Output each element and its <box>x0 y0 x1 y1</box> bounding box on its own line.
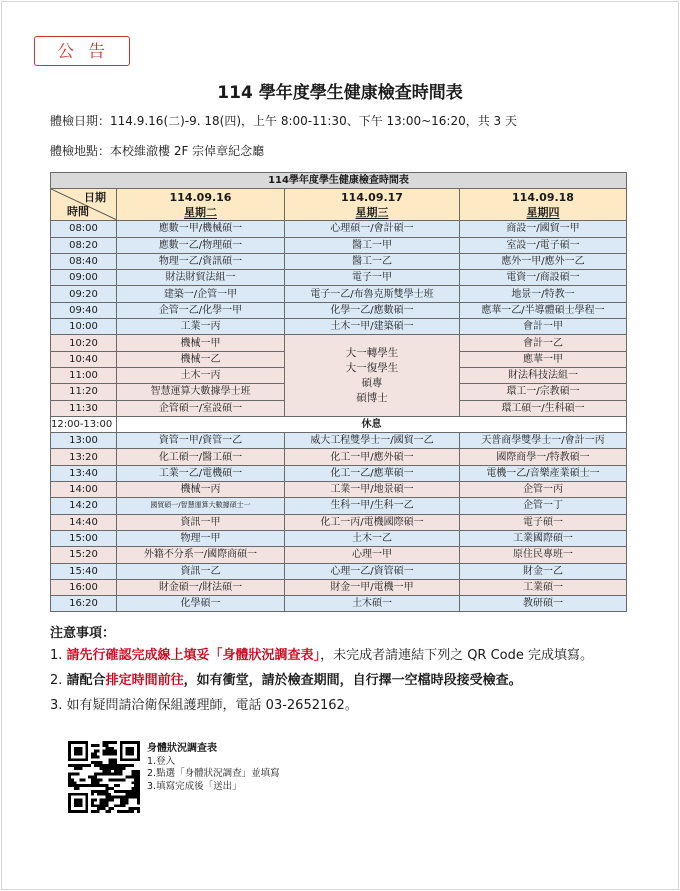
corner-date-label: 日期 <box>84 191 106 205</box>
slot-day2: 工業一甲/地景碩一 <box>285 482 460 498</box>
slot-day2: 醫工一乙 <box>285 253 460 269</box>
time-cell: 11:20 <box>51 384 117 400</box>
slot-day3: 環工碩一/生科碩一 <box>460 400 627 416</box>
slot-day3: 企管一丙 <box>460 482 627 498</box>
table-row <box>51 286 627 302</box>
table-row <box>51 221 627 237</box>
table-row <box>51 563 627 579</box>
day-header-2 <box>285 189 460 221</box>
slot-day3: 應華一甲 <box>460 351 627 367</box>
slot-day2: 電子一乙/布魯克斯雙學士班 <box>285 286 460 302</box>
slot-day2: 心理一甲 <box>285 547 460 563</box>
day-weekday: 星期二 <box>184 205 217 219</box>
time-cell: 11:30 <box>51 400 117 416</box>
merged-group-label: 大一復學生 <box>345 361 399 374</box>
table-row <box>51 579 627 595</box>
note-2 <box>50 670 640 692</box>
slot-day2: 威大工程雙學士一/國貿一乙 <box>285 433 460 449</box>
table-row <box>51 465 627 481</box>
page-title: 114 學年度學生健康檢查時間表 <box>217 83 463 103</box>
time-cell: 14:20 <box>51 498 117 514</box>
slot-day1: 化工碩一/醫工碩一 <box>117 449 285 465</box>
time-cell: 10:20 <box>51 335 117 351</box>
time-cell: 15:20 <box>51 547 117 563</box>
slot-day2: 化學一乙/應數碩一 <box>285 302 460 318</box>
time-cell: 08:20 <box>51 237 117 253</box>
table-row <box>51 237 627 253</box>
slot-day2: 生科一甲/生科一乙 <box>285 498 460 514</box>
note-highlight: 排定時間前往 <box>105 673 184 688</box>
announcement-stamp: 公告 <box>34 36 130 66</box>
slot-day1: 國貿碩一/智慧運算大數據碩士一 <box>117 498 285 514</box>
slot-day1: 應數一甲/機械碩一 <box>117 221 285 237</box>
table-row <box>51 498 627 514</box>
table-row <box>51 416 627 432</box>
note-highlight: 請先行確認完成線上填妥「身體狀況調查表」 <box>66 648 321 663</box>
slot-day2: 土木一乙 <box>285 530 460 546</box>
slot-day2: 電子一甲 <box>285 270 460 286</box>
slot-day3: 電資一/商設碩一 <box>460 270 627 286</box>
slot-day2: 化工一丙/電機國際碩一 <box>285 514 460 530</box>
merged-group-label: 碩博士 <box>356 391 388 404</box>
slot-day3: 地景一/特教一 <box>460 286 627 302</box>
slot-day3: 會計一甲 <box>460 319 627 335</box>
slot-day2: 土木一甲/建築碩一 <box>285 319 460 335</box>
qr-instructions <box>147 743 280 793</box>
table-row <box>51 335 627 351</box>
table-row <box>51 482 627 498</box>
table-row <box>51 514 627 530</box>
day-date: 114.09.16 <box>169 190 232 204</box>
note-text: ，未完成者請連結下列之 QR Code 完成填寫。 <box>320 648 594 663</box>
slot-day3: 環工一/宗教碩一 <box>460 384 627 400</box>
slot-day1: 機械一乙 <box>117 351 285 367</box>
slot-day3: 教研碩一 <box>460 596 627 612</box>
slot-day3: 天普商學雙學士一/會計一丙 <box>460 433 627 449</box>
slot-day1: 物理一甲 <box>117 530 285 546</box>
note-number: 2. <box>50 673 63 688</box>
slot-day1: 企管一乙/化學一甲 <box>117 302 285 318</box>
slot-day1: 機械一丙 <box>117 482 285 498</box>
table-row <box>51 319 627 335</box>
table-row <box>51 596 627 612</box>
break-label: 休息 <box>117 416 627 432</box>
corner-cell <box>51 189 117 221</box>
slot-day1: 機械一甲 <box>117 335 285 351</box>
day-date: 114.09.18 <box>512 190 574 204</box>
table-row <box>51 253 627 269</box>
slot-day3: 財法科技法組一 <box>460 367 627 383</box>
slot-day2: 化工一甲/應外碩一 <box>285 449 460 465</box>
note-number: 1. <box>50 648 63 663</box>
qr-code[interactable] <box>68 741 140 813</box>
slot-day1: 工業一丙 <box>117 319 285 335</box>
merged-slot-day2 <box>285 335 460 416</box>
time-cell: 08:00 <box>51 221 117 237</box>
slot-day3: 電子碩一 <box>460 514 627 530</box>
slot-day1: 應數一乙/物理碩一 <box>117 237 285 253</box>
table-row <box>51 449 627 465</box>
qr-heading: 身體狀況調查表 <box>147 743 217 754</box>
corner-time-label: 時間 <box>67 205 89 219</box>
slot-day3: 室設一/電子碩一 <box>460 237 627 253</box>
day-weekday: 星期四 <box>526 205 560 219</box>
slot-day2: 化工一乙/應華碩一 <box>285 465 460 481</box>
table-row <box>51 547 627 563</box>
note-text: ，如有衝堂，請於檢查期間，自行擇一空檔時段接受檢查。 <box>183 673 522 688</box>
exam-place: 體檢地點：本校維澈樓 2F 宗倬章紀念廳 <box>50 144 265 158</box>
slot-day3: 工業碩一 <box>460 579 627 595</box>
qr-step-1: 1.登入 <box>147 755 176 767</box>
slot-day1: 工業一乙/電機碩一 <box>117 465 285 481</box>
slot-day2: 土木碩一 <box>285 596 460 612</box>
slot-day1: 財金碩一/財法碩一 <box>117 579 285 595</box>
table-caption: 114學年度學生健康檢查時間表 <box>51 173 627 189</box>
noon-time-cell: 12:00-13:00 <box>51 416 117 432</box>
slot-day3: 國際商學一/特教碩一 <box>460 449 627 465</box>
time-cell: 10:40 <box>51 351 117 367</box>
note-text: 請配合 <box>66 673 106 688</box>
notes-heading: 注意事項： <box>50 626 116 641</box>
schedule-table <box>50 172 627 612</box>
time-cell: 16:00 <box>51 579 117 595</box>
qr-step-2: 2.點選「身體狀況調查」並填寫 <box>147 768 280 779</box>
slot-day3: 企管一丁 <box>460 498 627 514</box>
slot-day3: 會計一乙 <box>460 335 627 351</box>
table-row <box>51 302 627 318</box>
slot-day2: 醫工一甲 <box>285 237 460 253</box>
time-cell: 15:40 <box>51 563 117 579</box>
time-cell: 10:00 <box>51 319 117 335</box>
note-3: 3. 如有疑問請洽衛保組護理師，電話 03-2652162。 <box>50 698 358 713</box>
exam-date: 體檢日期：114.9.16(二)-9. 18(四)，上午 8:00-11:30、下午 13:00~16:20，共 3 天 <box>50 114 517 128</box>
table-row <box>51 530 627 546</box>
time-cell: 14:40 <box>51 514 117 530</box>
slot-day1: 外籍不分系一/國際商碩一 <box>117 547 285 563</box>
notes-section <box>50 622 640 720</box>
time-cell: 13:00 <box>51 433 117 449</box>
day-header-3 <box>460 189 627 221</box>
table-row <box>51 433 627 449</box>
day-weekday: 星期三 <box>355 205 389 219</box>
time-cell: 14:00 <box>51 482 117 498</box>
day-date: 114.09.17 <box>341 190 403 204</box>
slot-day3: 應華一乙/半導體碩士學程一 <box>460 302 627 318</box>
table-row <box>51 270 627 286</box>
slot-day1: 物理一乙/資訊碩一 <box>117 253 285 269</box>
time-cell: 13:40 <box>51 465 117 481</box>
slot-day3: 電機一乙/音樂產業碩士一 <box>460 465 627 481</box>
slot-day1: 化學碩一 <box>117 596 285 612</box>
time-cell: 15:00 <box>51 530 117 546</box>
slot-day1: 資訊一甲 <box>117 514 285 530</box>
note-1 <box>50 645 640 667</box>
time-cell: 09:00 <box>51 270 117 286</box>
slot-day3: 應外一甲/應外一乙 <box>460 253 627 269</box>
slot-day1: 智慧運算大數據學士班 <box>117 384 285 400</box>
day-header-1 <box>117 189 285 221</box>
slot-day2: 財金一甲/電機一甲 <box>285 579 460 595</box>
slot-day1: 建築一/企管一甲 <box>117 286 285 302</box>
time-cell: 09:40 <box>51 302 117 318</box>
slot-day3: 財金一乙 <box>460 563 627 579</box>
slot-day1: 財法財貿法組一 <box>117 270 285 286</box>
slot-day2: 心理碩一/會計碩一 <box>285 221 460 237</box>
slot-day2: 心理一乙/資管碩一 <box>285 563 460 579</box>
merged-group-label: 大一轉學生 <box>345 346 399 359</box>
slot-day1: 土木一丙 <box>117 367 285 383</box>
slot-day1: 資訊一乙 <box>117 563 285 579</box>
qr-step-3: 3.填寫完成後「送出」 <box>147 780 242 792</box>
merged-group-label: 碩專 <box>361 376 383 389</box>
time-cell: 16:20 <box>51 596 117 612</box>
slot-day3: 原住民專班一 <box>460 547 627 563</box>
slot-day1: 企管碩一/室設碩一 <box>117 400 285 416</box>
slot-day1: 資管一甲/資管一乙 <box>117 433 285 449</box>
time-cell: 11:00 <box>51 367 117 383</box>
time-cell: 09:20 <box>51 286 117 302</box>
slot-day3: 工業國際碩一 <box>460 530 627 546</box>
time-cell: 08:40 <box>51 253 117 269</box>
time-cell: 13:20 <box>51 449 117 465</box>
slot-day3: 商設一/國貿一甲 <box>460 221 627 237</box>
